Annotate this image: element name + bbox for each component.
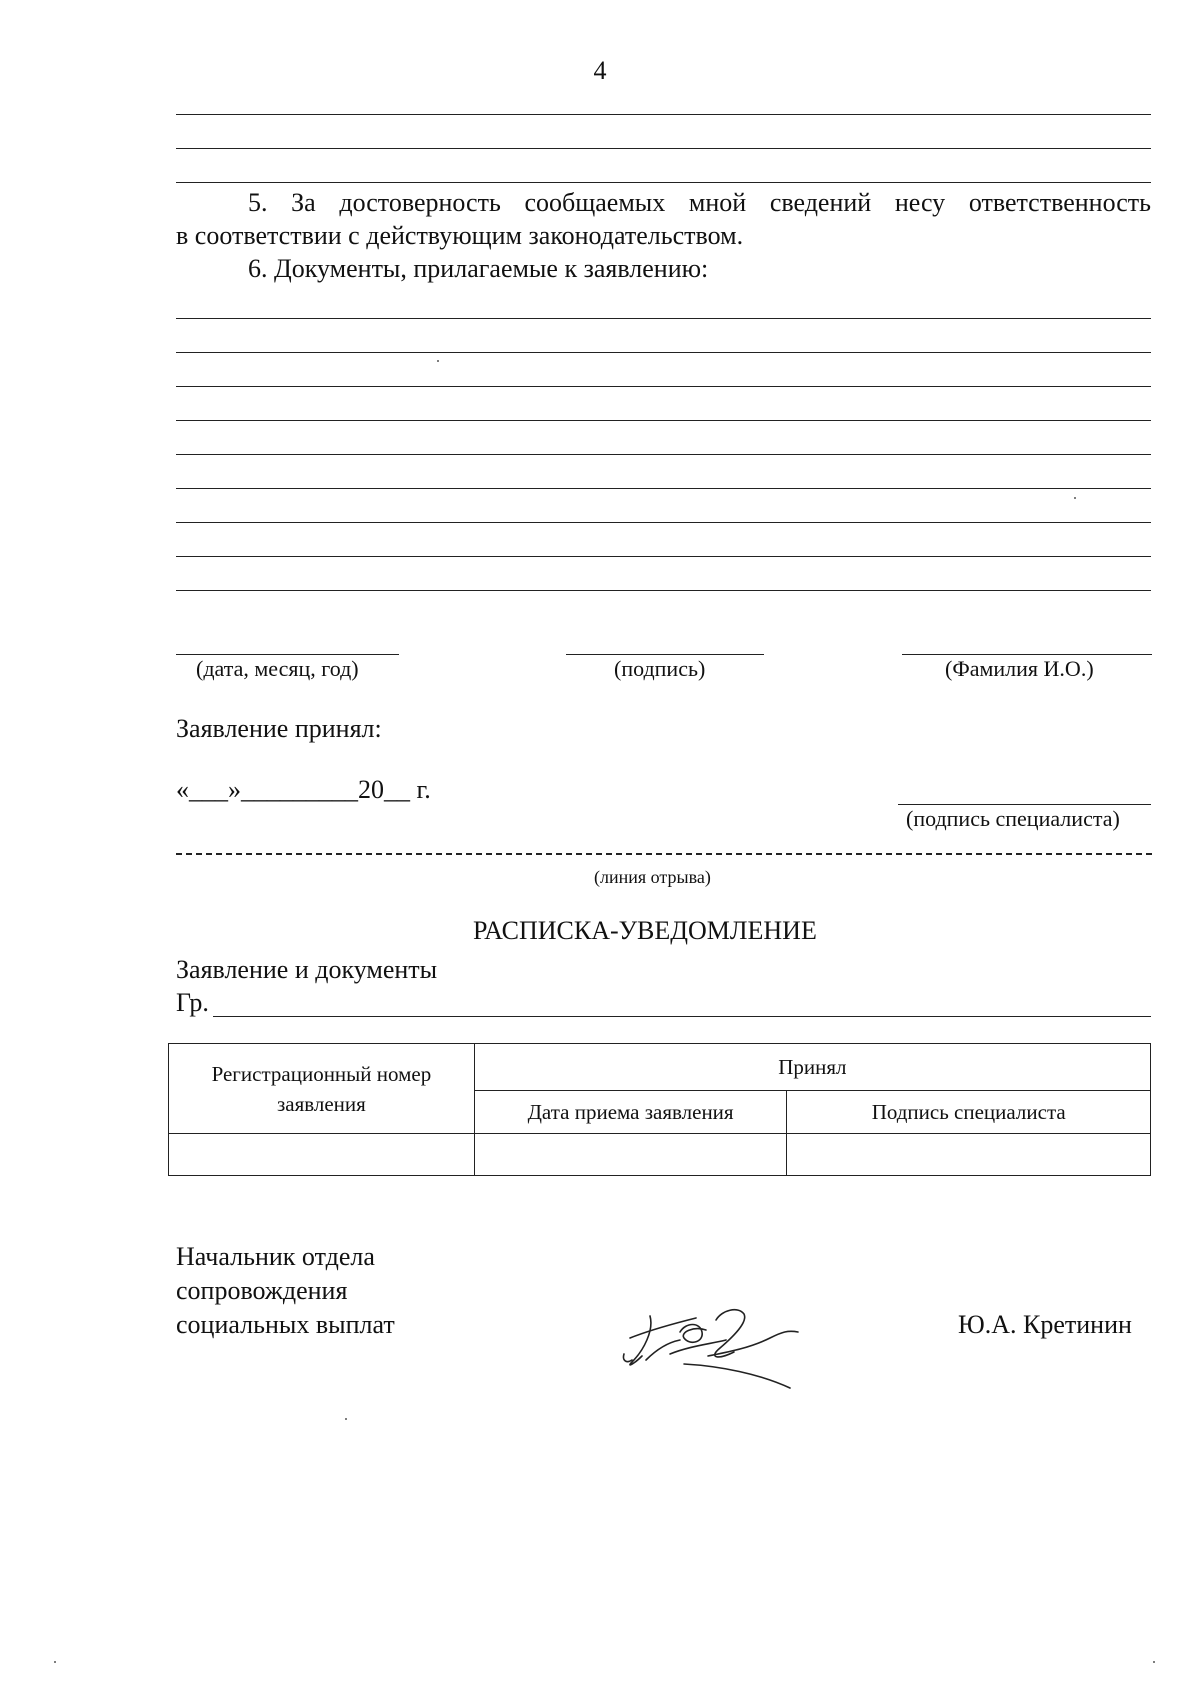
position-line-1: Начальник отдела xyxy=(176,1242,375,1271)
documents-line xyxy=(176,590,1151,591)
scan-speck xyxy=(1153,1661,1155,1663)
documents-line xyxy=(176,556,1151,557)
date-cell xyxy=(474,1134,787,1176)
receipt-line-1: Заявление и документы xyxy=(176,955,438,984)
receipt-table xyxy=(168,1043,1151,1176)
blank-line xyxy=(176,182,1151,183)
applicant-signature-line xyxy=(566,654,764,655)
accepted-label: Заявление принял: xyxy=(176,714,382,743)
signer-name: Ю.А. Кретинин xyxy=(958,1310,1132,1339)
documents-line xyxy=(176,454,1151,455)
accepted-header: Принял xyxy=(474,1044,1150,1091)
date-signature-line xyxy=(176,654,399,655)
scan-speck xyxy=(437,360,439,362)
documents-line xyxy=(176,352,1151,353)
position-line-3: социальных выплат xyxy=(176,1310,395,1339)
specialist-signature-line xyxy=(898,804,1151,805)
tear-line-caption: (линия отрыва) xyxy=(594,867,711,887)
scan-speck xyxy=(54,1661,56,1663)
date-caption: (дата, месяц, год) xyxy=(196,656,359,681)
paragraph-5-line-1: 5. За достоверность сообщаемых мной сведений несу ответственность xyxy=(248,188,1151,217)
citizen-prefix: Гр. xyxy=(176,988,209,1017)
tear-line xyxy=(176,853,1152,855)
scan-speck xyxy=(345,1418,347,1420)
reg-number-header: Регистрационный номер заявления xyxy=(169,1044,475,1134)
paragraph-6-heading: 6. Документы, прилагаемые к заявлению: xyxy=(248,254,709,283)
signature-header: Подпись специалиста xyxy=(787,1091,1151,1134)
specialist-signature-caption: (подпись специалиста) xyxy=(906,806,1120,831)
receipt-title: РАСПИСКА-УВЕДОМЛЕНИЕ xyxy=(473,916,817,945)
signature-cell xyxy=(787,1134,1151,1176)
documents-line xyxy=(176,522,1151,523)
date-header: Дата приема заявления xyxy=(474,1091,787,1134)
paragraph-5-line-2: в соответствии с действующим законодательством. xyxy=(176,221,744,250)
documents-line xyxy=(176,488,1151,489)
handwritten-signature xyxy=(610,1290,820,1390)
page-number: 4 xyxy=(593,56,607,85)
citizen-name-line xyxy=(213,1016,1151,1017)
documents-line xyxy=(176,318,1151,319)
position-line-2: сопровождения xyxy=(176,1276,348,1305)
signature-caption: (подпись) xyxy=(614,656,706,681)
documents-line xyxy=(176,420,1151,421)
name-caption: (Фамилия И.О.) xyxy=(945,656,1094,681)
blank-line xyxy=(176,114,1151,115)
reg-number-cell xyxy=(169,1134,475,1176)
applicant-name-line xyxy=(902,654,1152,655)
accepted-date-field: «___»_________20__ г. xyxy=(176,775,431,804)
documents-line xyxy=(176,386,1151,387)
blank-line xyxy=(176,148,1151,149)
scan-speck xyxy=(1074,497,1076,499)
